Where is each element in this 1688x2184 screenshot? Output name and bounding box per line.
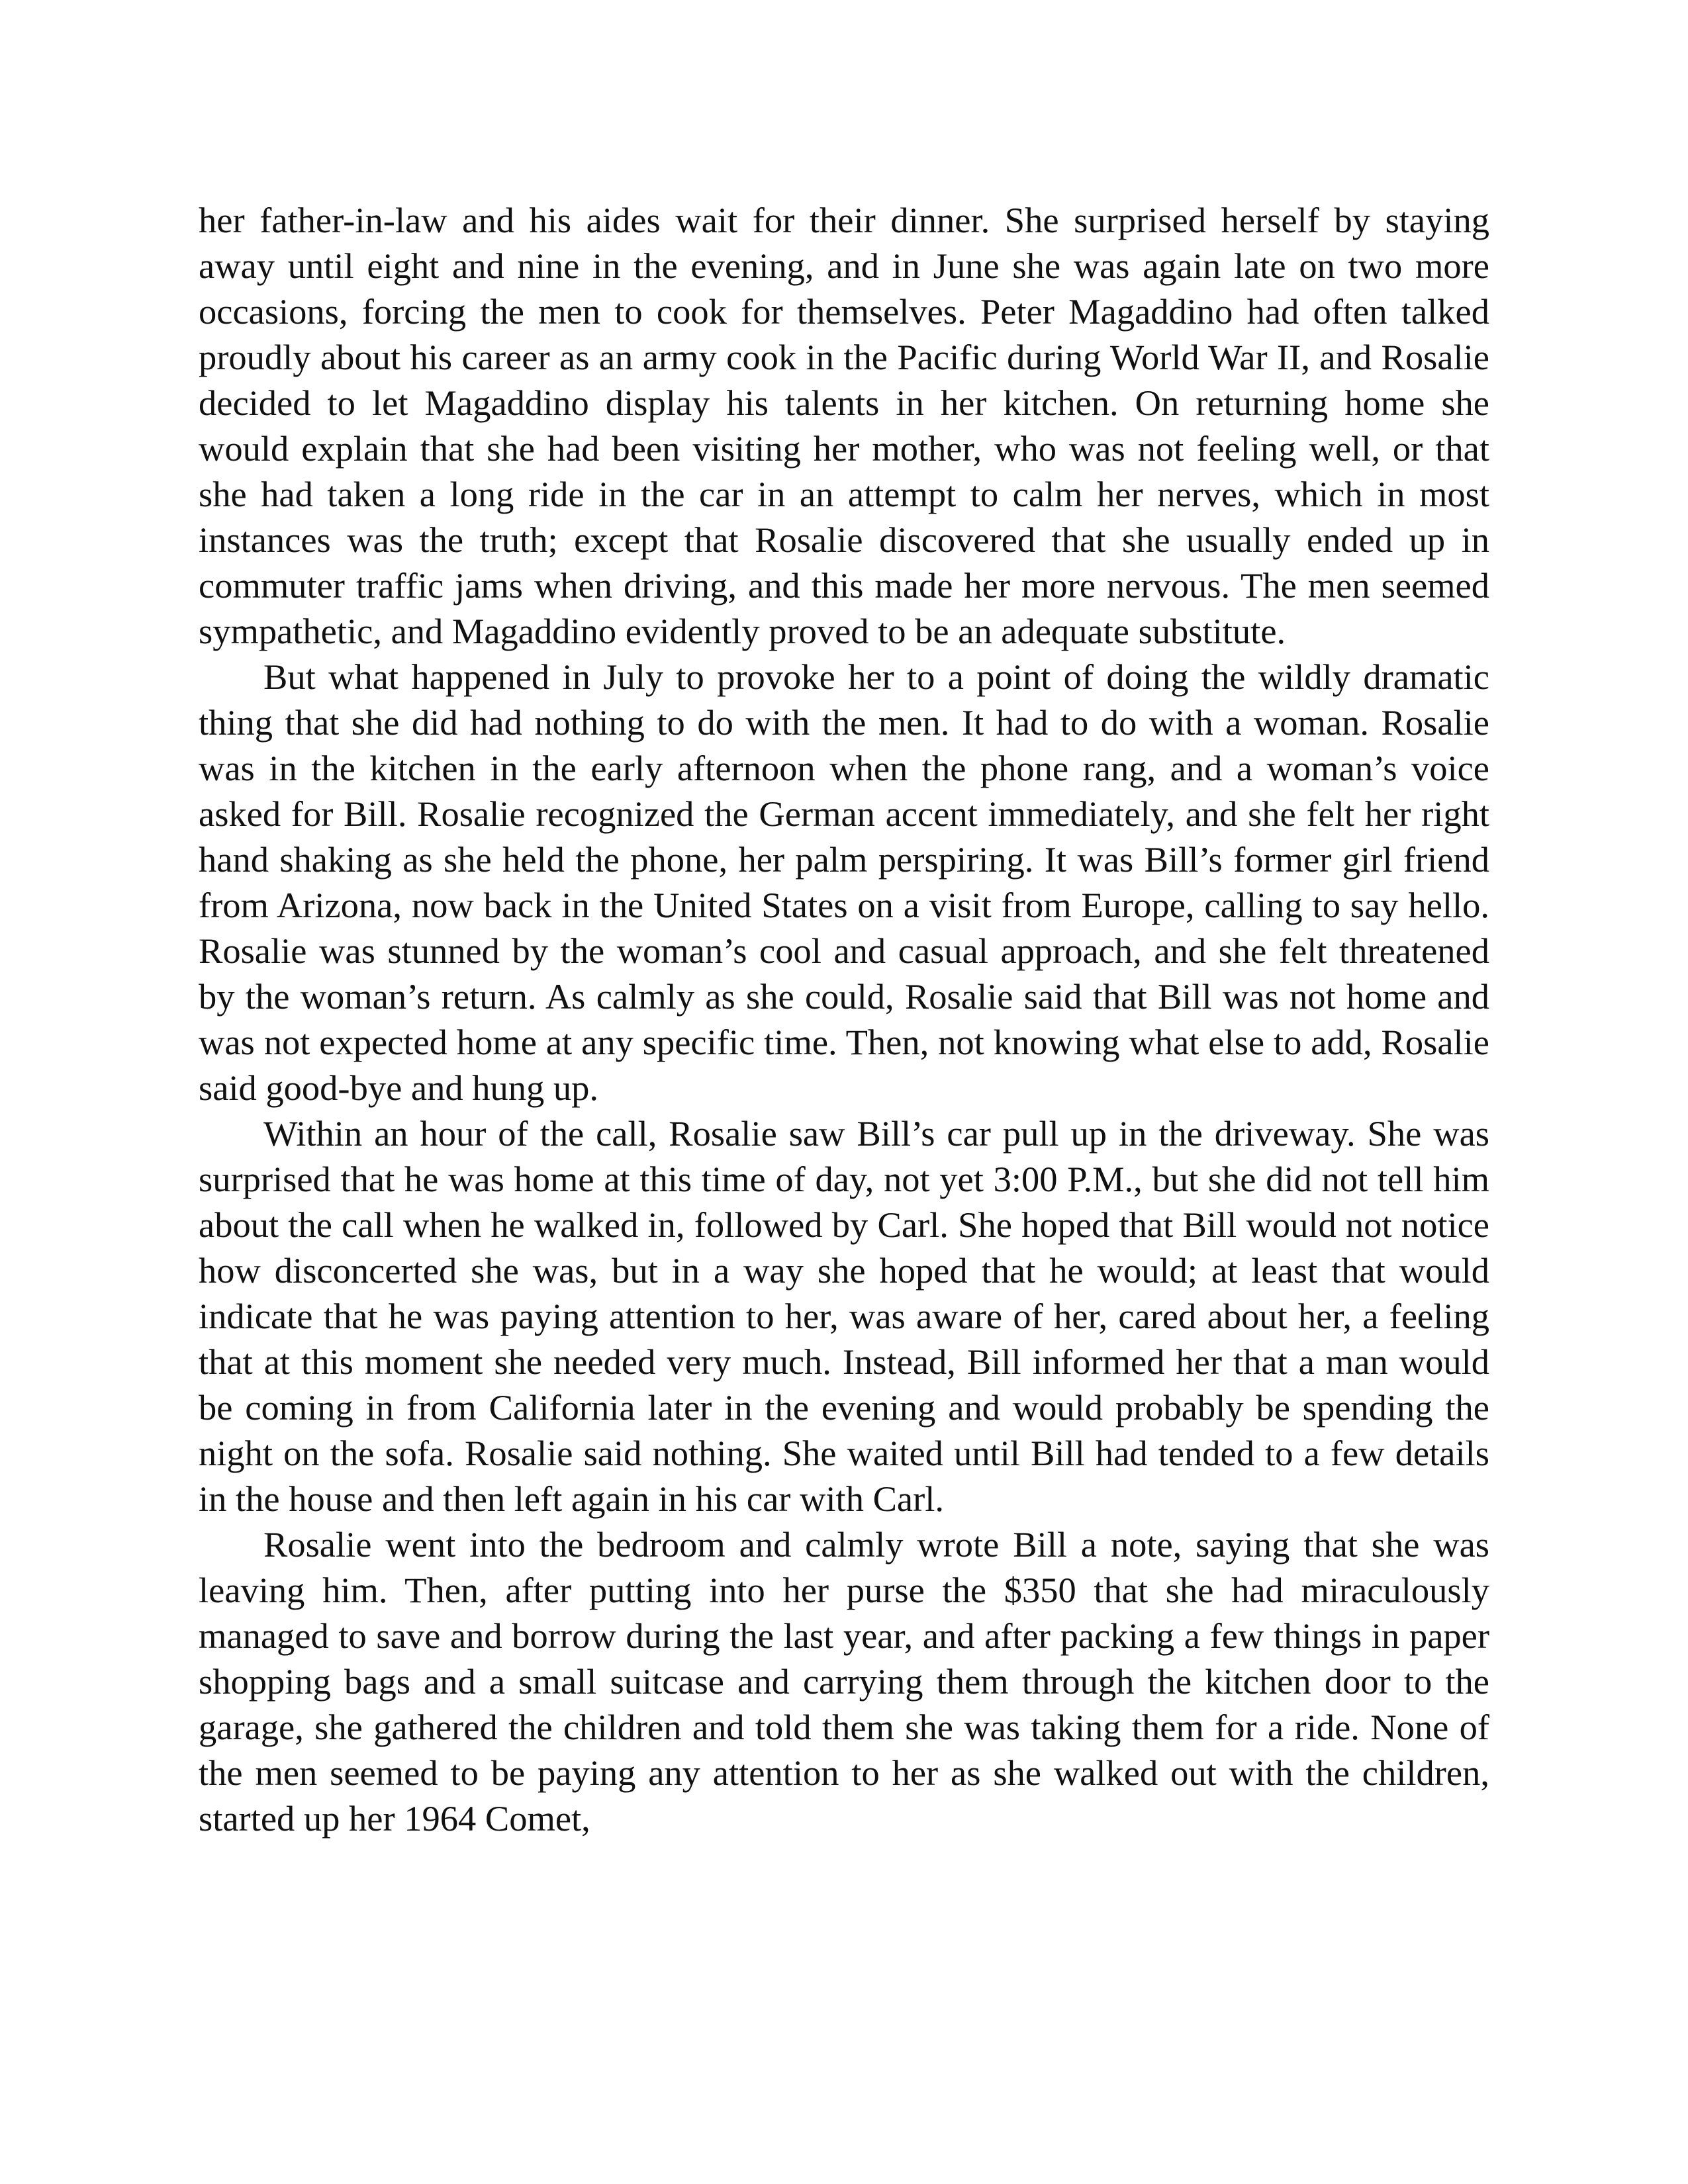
paragraph-3: Within an hour of the call, Rosalie saw Bill’s car pull up in the driveway. She was surprised that he was home at this time of day, not yet 3:00 P.M., but she did not tell him about the call when he walked in, followed by Carl. She hoped that Bill would not notice how disconcerted she was, but in a way she hoped that he would; at least that would indicate that he was paying attention to her, was aware of her, cared about her, a feeling that at this moment she needed very much. Instead, Bill informed her that a man would be coming in from California later in the evening and would probably be spending the night on the sofa. Rosalie said nothing. She waited until Bill had tended to a few details in the house and then left again in his car with Carl.	[199, 1113, 1489, 1519]
paragraph-1: her father-in-law and his aides wait for their dinner. She surprised herself by staying away until eight and nine in the evening, and in June she was again late on two more occasions, forcing the men to cook for themselves. Peter Magaddino had often talked proudly about his career as an army cook in the Pacific during World War II, and Rosalie decided to let Magaddino display his talents in her kitchen. On returning home she would explain that she had been visiting her mother, who was not feeling well, or that she had taken a long ride in the car in an attempt to calm her nerves, which in most instances was the truth; except that Rosalie discovered that she usually ended up in commuter traffic jams when driving, and this made her more nervous. The men seemed sympathetic, and Magaddino evidently proved to be an adequate substitute.	[199, 200, 1489, 651]
paragraph-2: But what happened in July to provoke her to a point of doing the wildly dramatic thing that she did had nothing to do with the men. It had to do with a woman. Rosalie was in the kitchen in the early afternoon when the phone rang, and a woman’s voice asked for Bill. Rosalie recognized the German accent immediately, and she felt her right hand shaking as she held the phone, her palm perspiring. It was Bill’s former girl friend from Arizona, now back in the United States on a visit from Europe, calling to say hello. Rosalie was stunned by the woman’s cool and casual approach, and she felt threatened by the woman’s return. As calmly as she could, Rosalie said that Bill was not home and was not expected home at any specific time. Then, not knowing what else to add, Rosalie said good-bye and hung up.	[199, 657, 1489, 1108]
paragraph-4: Rosalie went into the bedroom and calmly wrote Bill a note, saying that she was leaving him. Then, after putting into her purse the $350 that she had miraculously managed to save and borrow during the last year, and after packing a few things in paper shopping bags and a small suitcase and carrying them through the kitchen door to the garage, she gathered the children and told them she was taking them for a ride. None of the men seemed to be paying any attention to her as she walked out with the children, started up her 1964 Comet,	[199, 1524, 1489, 1839]
document-page	[199, 197, 1489, 1841]
